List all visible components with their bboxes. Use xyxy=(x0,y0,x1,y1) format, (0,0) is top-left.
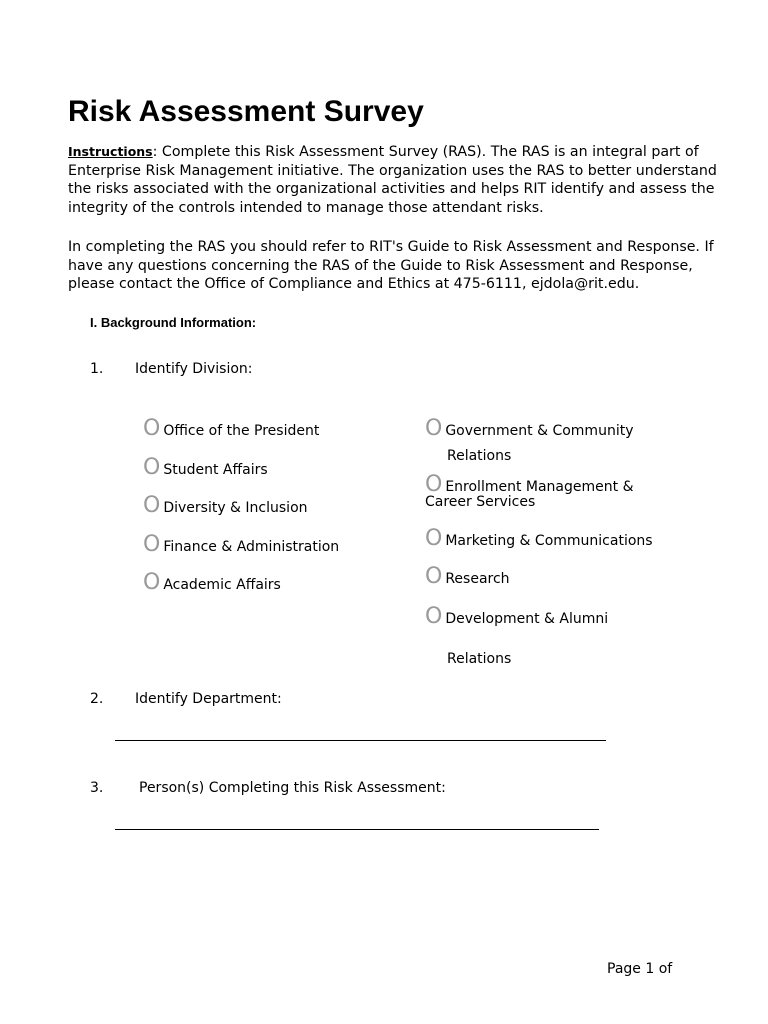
division-option-development-alumni-relations[interactable] xyxy=(425,606,608,628)
question-2-text: Identify Department: xyxy=(135,691,282,707)
option-label-continued: Relations xyxy=(447,651,512,667)
radio-icon[interactable]: O xyxy=(143,570,161,595)
page-title: Risk Assessment Survey xyxy=(68,95,424,128)
radio-icon[interactable]: O xyxy=(425,604,443,629)
question-1-number: 1. xyxy=(90,361,104,377)
radio-icon[interactable]: O xyxy=(143,532,161,557)
department-answer-line[interactable] xyxy=(115,740,606,741)
page-number: Page 1 of xyxy=(607,961,673,977)
option-label: Marketing & Communications xyxy=(445,533,653,549)
radio-icon[interactable]: O xyxy=(143,416,161,441)
instructions-label: Instructions xyxy=(68,144,153,159)
option-label-continued: Career Services xyxy=(425,494,536,510)
question-1-text: Identify Division: xyxy=(135,361,253,377)
question-3-number: 3. xyxy=(90,780,104,796)
instructions-text: : Complete this Risk Assessment Survey (RAS). The RAS is an integral part of Enterprise Risk Management initiative. The organization uses the RAS to better understand the risks associated with the organizational activities and helps RIT identify and assess the integrity of the controls intended to manage those attendant risks. xyxy=(68,144,717,216)
option-label: Student Affairs xyxy=(163,462,268,478)
radio-icon[interactable]: O xyxy=(143,455,161,480)
option-label: Office of the President xyxy=(163,423,320,439)
instructions-paragraph xyxy=(68,143,728,217)
division-option-government-community-relations[interactable] xyxy=(425,418,633,440)
radio-icon[interactable]: O xyxy=(143,493,161,518)
question-3-text: Person(s) Completing this Risk Assessment: xyxy=(139,780,446,796)
division-option-office-of-the-president[interactable] xyxy=(143,418,319,440)
division-option-academic-affairs[interactable] xyxy=(143,572,281,594)
radio-icon[interactable]: O xyxy=(425,472,443,497)
option-label: Enrollment Management & xyxy=(445,479,634,495)
option-label: Government & Community xyxy=(445,423,634,439)
persons-answer-line[interactable] xyxy=(115,829,599,830)
option-label: Academic Affairs xyxy=(163,577,281,593)
division-option-research[interactable] xyxy=(425,566,510,588)
division-option-finance-administration[interactable] xyxy=(143,534,339,556)
option-label: Development & Alumni xyxy=(445,611,609,627)
division-option-diversity-inclusion[interactable] xyxy=(143,495,308,517)
contact-paragraph: In completing the RAS you should refer to RIT's Guide to Risk Assessment and Response. If have any questions concerning the RAS of the Guide to Risk Assessment and Response, please contact the Office of Compliance and Ethics at 475-6111, ejdola@rit.edu. xyxy=(68,239,714,293)
option-label: Diversity & Inclusion xyxy=(163,500,308,516)
question-2-number: 2. xyxy=(90,691,104,707)
section-heading: I. Background Information: xyxy=(90,315,257,330)
option-label: Research xyxy=(445,571,510,587)
option-label: Finance & Administration xyxy=(163,539,340,555)
radio-icon[interactable]: O xyxy=(425,416,443,441)
radio-icon[interactable]: O xyxy=(425,564,443,589)
radio-icon[interactable]: O xyxy=(425,526,443,551)
division-option-student-affairs[interactable] xyxy=(143,457,268,479)
option-label-continued: Relations xyxy=(447,448,512,464)
division-option-marketing-communications[interactable] xyxy=(425,528,653,550)
